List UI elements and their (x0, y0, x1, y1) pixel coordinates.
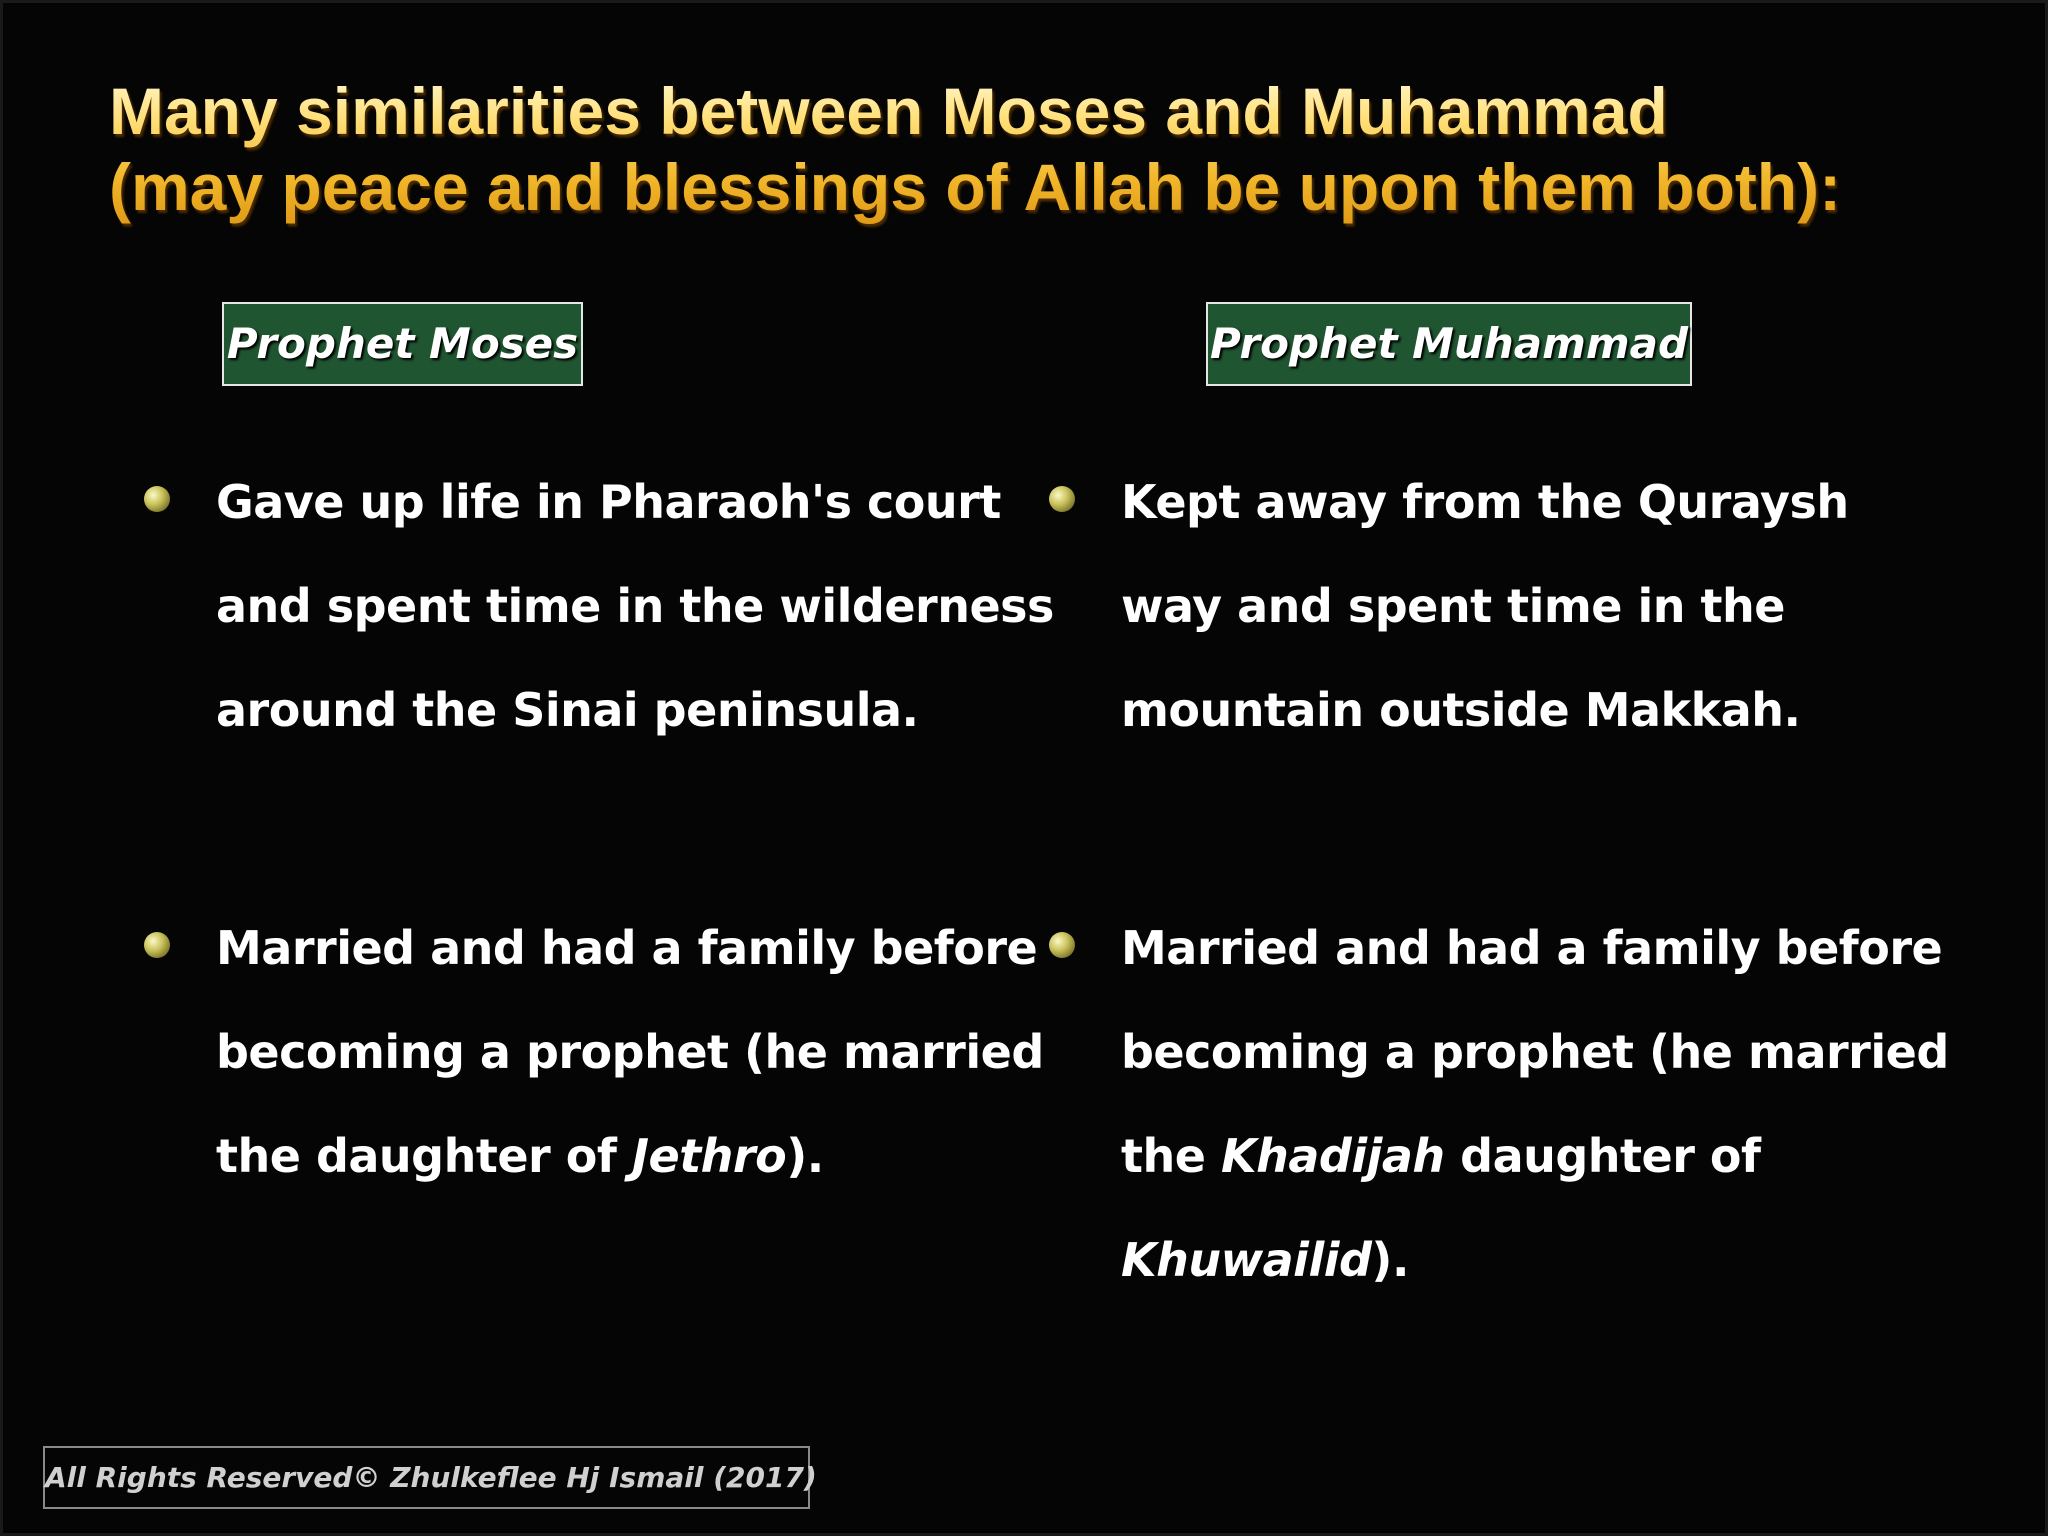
point-text: ). (1371, 1233, 1409, 1287)
point-line: way and spent time in the (1121, 579, 1785, 633)
point-line: becoming a prophet (he married (216, 1025, 1044, 1079)
name-jethro: Jethro (631, 1129, 787, 1183)
point-text: ). (786, 1129, 824, 1183)
moses-point-2 (216, 896, 1044, 1208)
point-line: Married and had a family before (1121, 921, 1943, 975)
bullet-icon (144, 932, 170, 958)
bullet-icon (144, 486, 170, 512)
column-header-muhammad: Prophet Muhammad (1206, 302, 1692, 386)
point-line: Gave up life in Pharaoh's court (216, 475, 1001, 529)
point-line (216, 1104, 1044, 1208)
point-text: the daughter of (216, 1129, 632, 1183)
slide-title (109, 73, 2009, 225)
bullet-icon (1049, 932, 1075, 958)
point-line: becoming a prophet (he married (1121, 1025, 1949, 1079)
point-text: daughter of (1444, 1129, 1761, 1183)
name-khadijah: Khadijah (1220, 1129, 1445, 1183)
bullet-icon (1049, 486, 1075, 512)
point-line (1121, 1208, 1949, 1312)
column-header-moses: Prophet Moses (222, 302, 583, 386)
point-line (1121, 1104, 1949, 1208)
slide-title-line-1: Many similarities between Moses and Muhammad (109, 74, 1668, 148)
muhammad-point-1 (1121, 450, 1849, 762)
slide-title-line-2: (may peace and blessings of Allah be upon them both): (109, 150, 1842, 224)
point-line: and spent time in the wilderness (216, 579, 1054, 633)
copyright-notice: All Rights Reserved© Zhulkeflee Hj Ismail (2017) (43, 1446, 810, 1509)
name-khuwailid: Khuwailid (1121, 1233, 1372, 1287)
muhammad-point-2 (1121, 896, 1949, 1312)
point-text: the (1121, 1129, 1221, 1183)
point-line: mountain outside Makkah. (1121, 683, 1801, 737)
point-line: Married and had a family before (216, 921, 1038, 975)
moses-point-1 (216, 450, 1054, 762)
point-line: Kept away from the Quraysh (1121, 475, 1849, 529)
point-line: around the Sinai peninsula. (216, 683, 919, 737)
